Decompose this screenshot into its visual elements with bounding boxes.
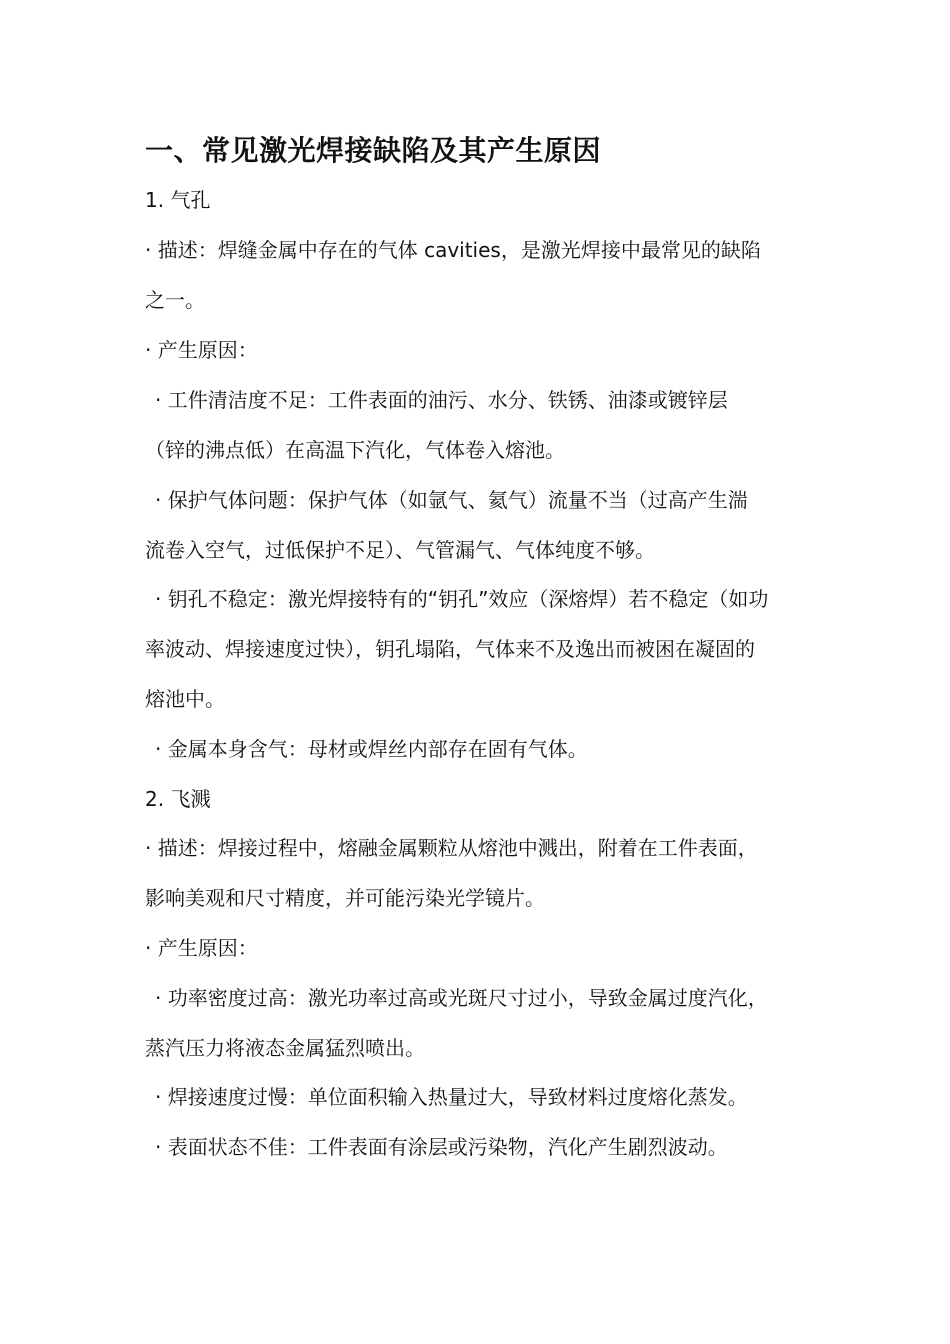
paragraph-line: · 描述：焊缝金属中存在的气体 cavities，是激光焊接中最常见的缺陷 — [145, 238, 761, 262]
paragraph-line: · 产生原因： — [145, 936, 258, 960]
paragraph-line: 熔池中。 — [145, 687, 225, 711]
bullet-line: · 表面状态不佳：工件表面有涂层或污染物，汽化产生剧烈波动。 — [155, 1135, 728, 1159]
paragraph-line: 率波动、焊接速度过快），钥孔塌陷，气体来不及逸出而被困在凝固的 — [145, 637, 755, 661]
paragraph-line: 之一。 — [145, 288, 205, 312]
paragraph-line: （锌的沸点低）在高温下汽化，气体卷入熔池。 — [145, 438, 565, 462]
bullet-line: · 金属本身含气：母材或焊丝内部存在固有气体。 — [155, 737, 588, 761]
bullet-line: · 焊接速度过慢：单位面积输入热量过大，导致材料过度熔化蒸发。 — [155, 1085, 748, 1109]
paragraph-line: · 产生原因： — [145, 338, 258, 362]
bullet-line: · 功率密度过高：激光功率过高或光斑尺寸过小，导致金属过度汽化， — [155, 986, 768, 1010]
section-heading-spatter: 2. 飞溅 — [145, 787, 211, 811]
paragraph-line: · 描述：焊接过程中，熔融金属颗粒从熔池中溅出，附着在工件表面， — [145, 836, 758, 860]
paragraph-line: 流卷入空气，过低保护不足）、气管漏气、气体纯度不够。 — [145, 538, 655, 562]
paragraph-line: 影响美观和尺寸精度，并可能污染光学镜片。 — [145, 886, 545, 910]
bullet-line: · 工件清洁度不足：工件表面的油污、水分、铁锈、油漆或镀锌层 — [155, 388, 728, 412]
bullet-line: · 保护气体问题：保护气体（如氩气、氦气）流量不当（过高产生湍 — [155, 488, 748, 512]
paragraph-line: 蒸汽压力将液态金属猛烈喷出。 — [145, 1036, 425, 1060]
section-heading-porosity: 1. 气孔 — [145, 188, 211, 212]
document-title: 一、常见激光焊接缺陷及其产生原因 — [145, 134, 602, 167]
bullet-line: · 钥孔不稳定：激光焊接特有的“钥孔”效应（深熔焊）若不稳定（如功 — [155, 587, 769, 611]
